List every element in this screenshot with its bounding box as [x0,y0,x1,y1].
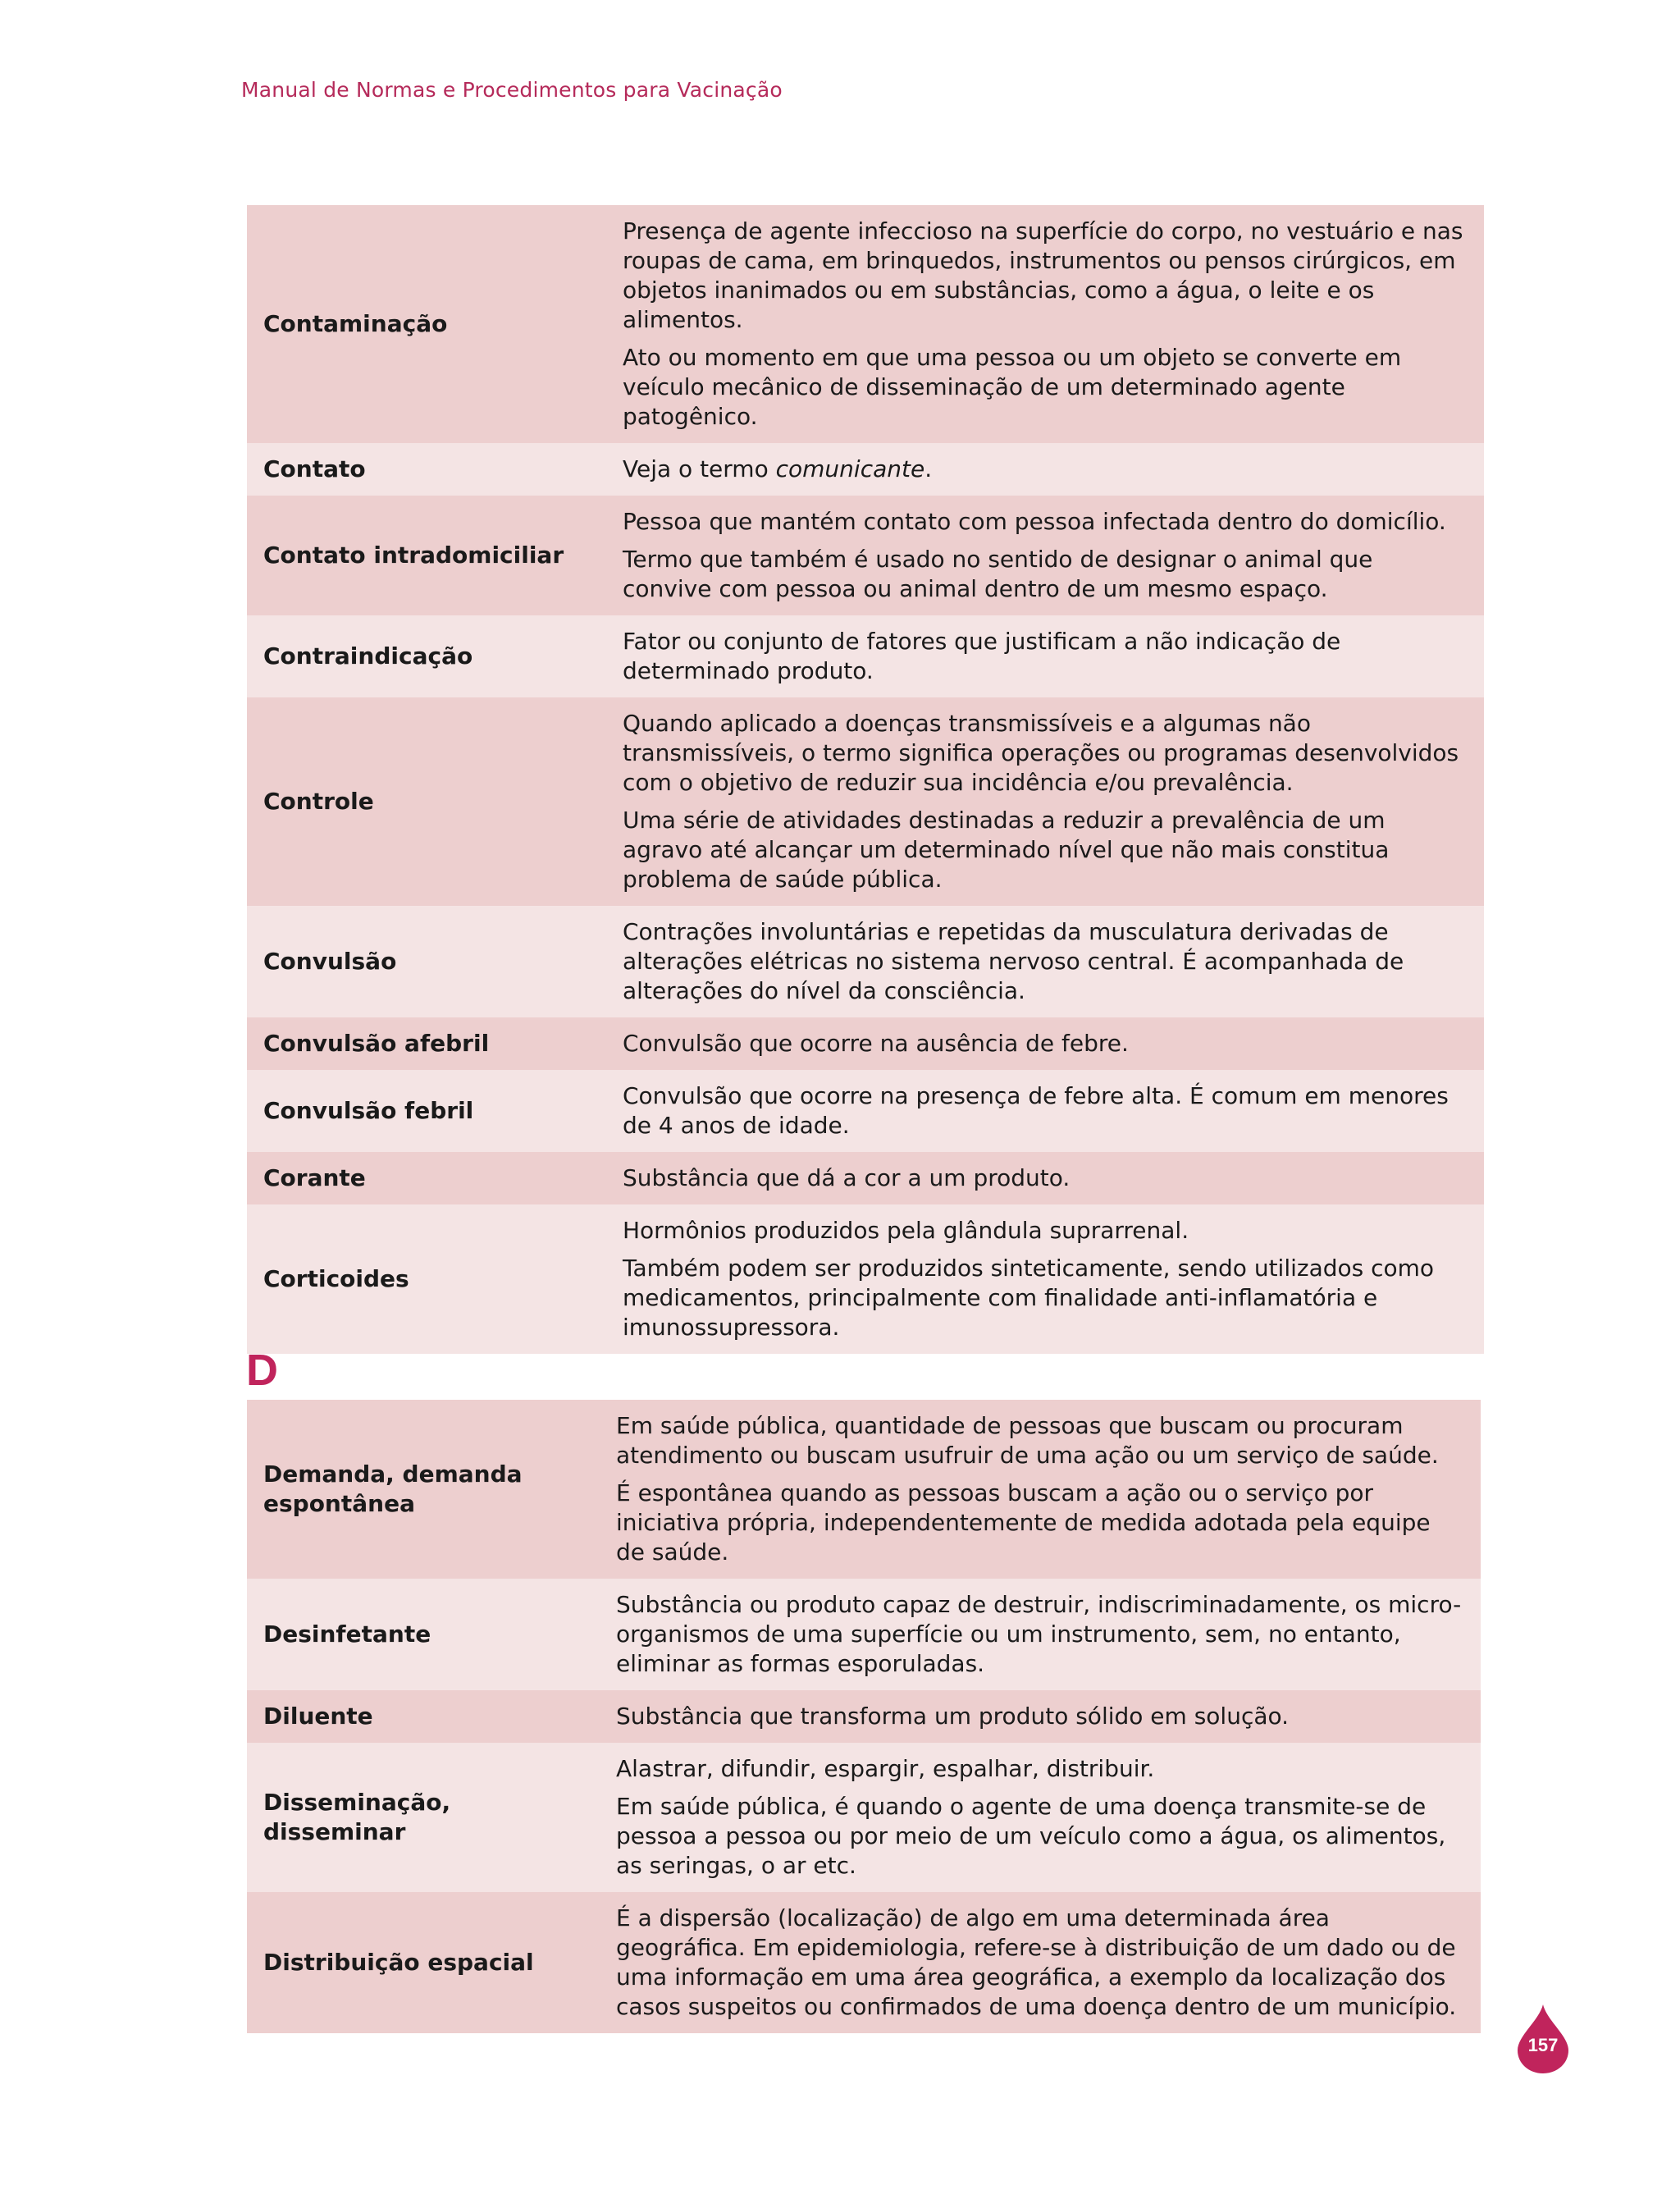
definition-paragraph: Termo que também é usado no sentido de designar o animal que convive com pessoa ou animal dentro de um mesmo espaço. [623,546,1373,602]
glossary-term: Contaminação [247,205,606,443]
glossary-term: Desinfetante [247,1579,600,1690]
glossary-definition [606,1152,1484,1204]
definition-paragraph: Ato ou momento em que uma pessoa ou um objeto se converte em veículo mecânico de disseminação de um determinado agente patogênico. [623,344,1402,430]
definition-paragraph: Fator ou conjunto de fatores que justificam a não indicação de determinado produto. [623,628,1341,684]
glossary-term: Contato [247,443,606,496]
glossary-term: Corticoides [247,1204,606,1354]
glossary-definition [606,1017,1484,1070]
glossary-row [247,1204,1484,1354]
definition-paragraph: Em saúde pública, é quando o agente de uma doença transmite-se de pessoa a pessoa ou por meio de um veículo como a água, os alimentos, as seringas, o ar etc. [616,1793,1446,1879]
glossary-table-c [247,205,1484,1354]
cross-reference: comunicante [775,455,925,482]
page-number: 157 [1527,2035,1559,2055]
glossary-term: Contato intradomiciliar [247,496,606,615]
definition-paragraph [623,455,1468,484]
glossary-row [247,1152,1484,1204]
glossary-term: Controle [247,697,606,906]
glossary-definition [606,615,1484,697]
glossary-term: Diluente [247,1690,600,1743]
section-letter-d: D [246,1346,278,1395]
glossary-term: Convulsão afebril [247,1017,606,1070]
glossary-definition [606,205,1484,443]
glossary-definition [600,1579,1481,1690]
definition-paragraph: Presença de agente infeccioso na superfície do corpo, no vestuário e nas roupas de cama, em brinquedos, instrumentos ou pensos cirúrgicos, em objetos inanimados ou em substâncias, como a água, o leite e os alimentos. [623,217,1463,333]
definition-paragraph: Também podem ser produzidos sinteticamente, sendo utilizados como medicamentos, principalmente com finalidade anti-inflamatória e imunossupressora. [623,1255,1435,1341]
definition-paragraph: É espontânea quando as pessoas buscam a ação ou o serviço por iniciativa própria, independentemente de medida adotada pela equipe de saúde. [616,1479,1431,1566]
definition-paragraph: Substância que transforma um produto sólido em solução. [616,1703,1290,1730]
glossary-row [247,1579,1481,1690]
glossary-table-d [247,1400,1481,2033]
glossary-term: Contraindicação [247,615,606,697]
definition-text: Veja o termo [623,455,769,482]
definition-paragraph: É a dispersão (localização) de algo em uma determinada área geográfica. Em epidemiologia, refere-se à distribuição de um dado ou de uma informação em uma área geográfica, a exemplo da localização dos casos suspeitos ou confirmados de uma doença dentro de um município. [616,1904,1457,2020]
glossary-term: Convulsão [247,906,606,1017]
glossary-row [247,1892,1481,2033]
glossary-row [247,1400,1481,1579]
glossary-definition [606,1070,1484,1152]
glossary-row [247,1017,1484,1070]
definition-paragraph: Substância que dá a cor a um produto. [623,1164,1071,1191]
definition-paragraph: Pessoa que mantém contato com pessoa infectada dentro do domicílio. [623,508,1446,535]
glossary-definition [606,697,1484,906]
definition-paragraph: Hormônios produzidos pela glândula suprarrenal. [623,1217,1189,1244]
glossary-row [247,1690,1481,1743]
glossary-row [247,1070,1484,1152]
glossary-definition [600,1400,1481,1579]
glossary-row [247,496,1484,615]
glossary-term: Demanda, demanda espontânea [247,1400,600,1579]
glossary-row [247,697,1484,906]
definition-paragraph: Convulsão que ocorre na ausência de febre. [623,1030,1129,1057]
definition-paragraph: Em saúde pública, quantidade de pessoas que buscam ou procuram atendimento ou buscam usufruir de uma ação ou um serviço de saúde. [616,1412,1439,1469]
glossary-definition [606,906,1484,1017]
definition-paragraph: Quando aplicado a doenças transmissíveis e a algumas não transmissíveis, o termo significa operações ou programas desenvolvidos com o objetivo de reduzir sua incidência e/ou prevalência. [623,710,1459,796]
glossary-row [247,205,1484,443]
glossary-row [247,906,1484,1017]
definition-suffix: . [924,455,933,482]
glossary-definition [600,1690,1481,1743]
definition-paragraph: Uma série de atividades destinadas a reduzir a prevalência de um agravo até alcançar um determinado nível que não mais constitua problema de saúde pública. [623,807,1390,893]
glossary-term: Corante [247,1152,606,1204]
running-header: Manual de Normas e Procedimentos para Vacinação [241,78,783,102]
glossary-term: Distribuição espacial [247,1892,600,2033]
glossary-definition [600,1743,1481,1892]
glossary-row [247,615,1484,697]
glossary-definition [606,1204,1484,1354]
definition-paragraph: Substância ou produto capaz de destruir, indiscriminadamente, os micro-organismos de uma superfície ou um instrumento, sem, no entanto, eliminar as formas esporuladas. [616,1591,1462,1677]
definition-paragraph: Contrações involuntárias e repetidas da musculatura derivadas de alterações elétricas no sistema nervoso central. É acompanhada de alterações do nível da consciência. [623,918,1404,1004]
glossary-definition [600,1892,1481,2033]
glossary-term: Disseminação, disseminar [247,1743,600,1892]
glossary-definition [606,496,1484,615]
definition-paragraph: Alastrar, difundir, espargir, espalhar, distribuir. [616,1755,1155,1782]
glossary-row [247,443,1484,496]
glossary-term: Convulsão febril [247,1070,606,1152]
glossary-definition [606,443,1484,496]
definition-paragraph: Convulsão que ocorre na presença de febre alta. É comum em menores de 4 anos de idade. [623,1082,1449,1139]
glossary-row [247,1743,1481,1892]
